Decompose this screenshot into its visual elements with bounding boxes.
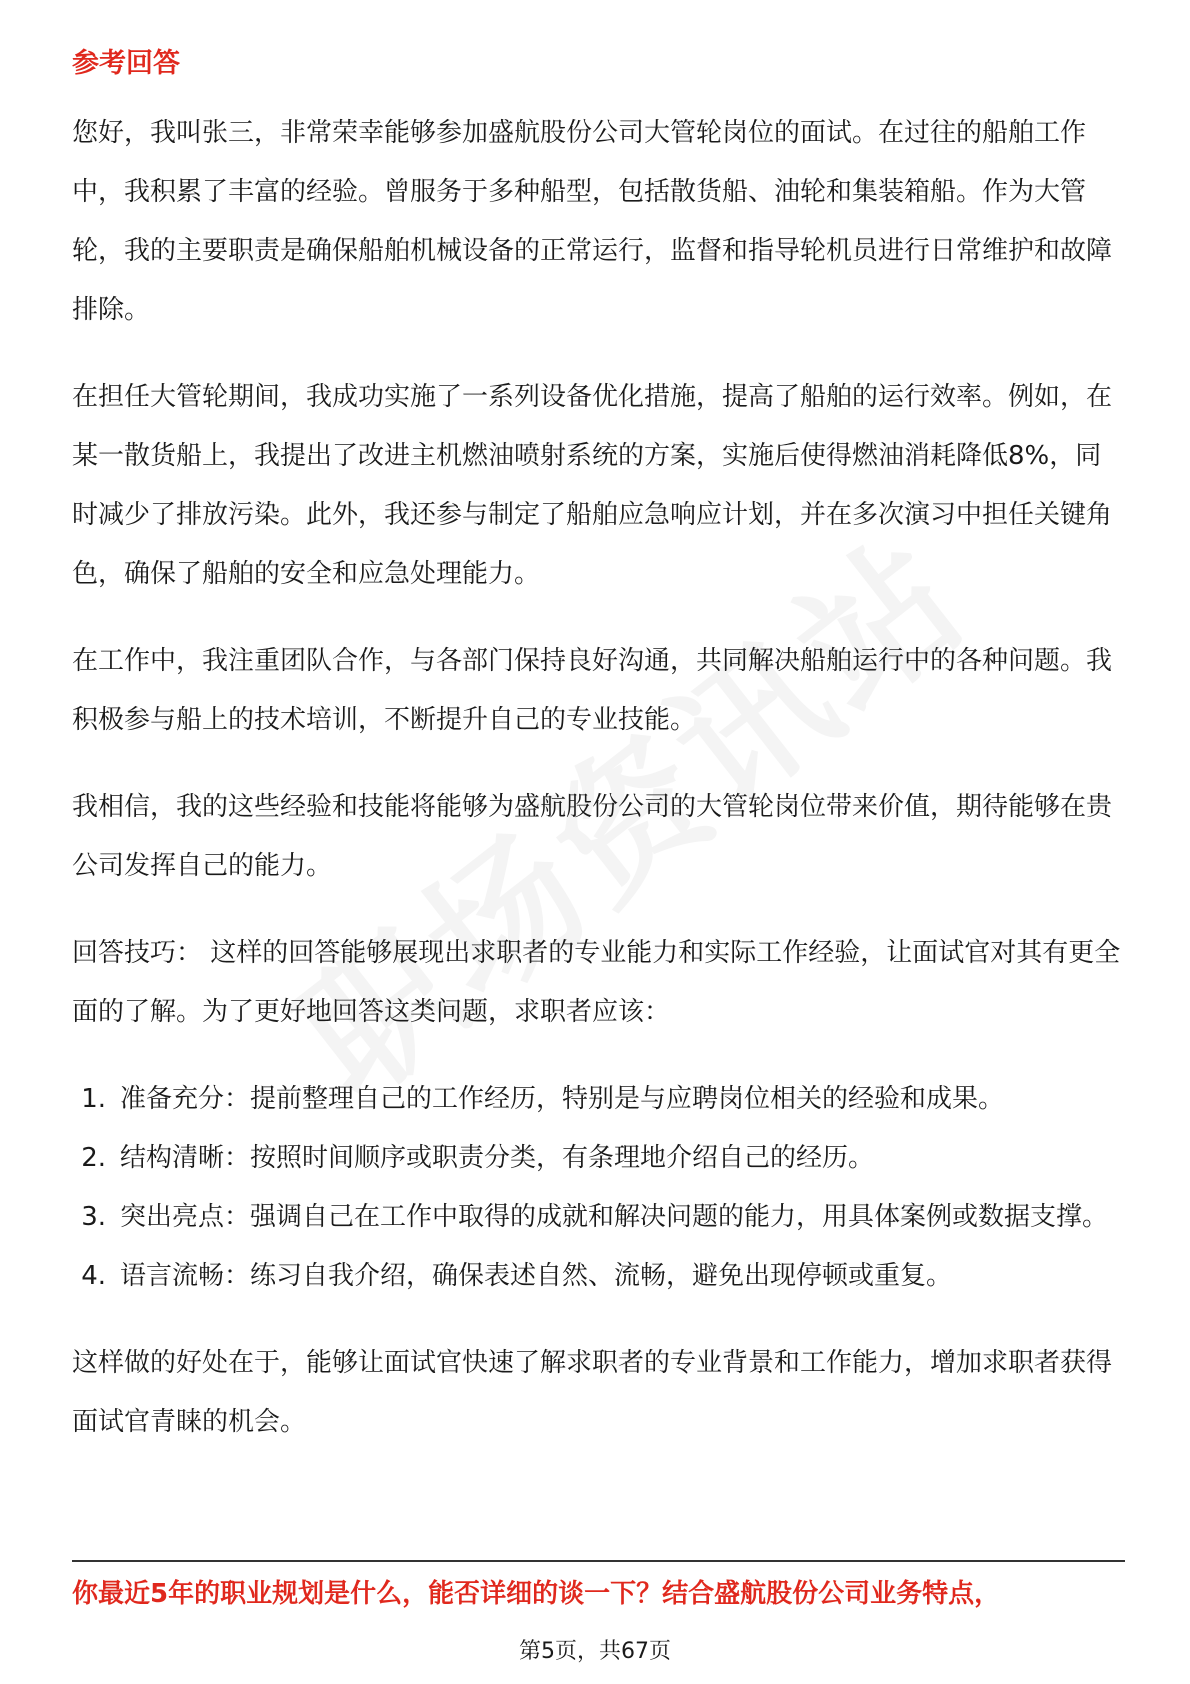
list-item (72, 1070, 1122, 1129)
list-item (72, 1188, 1122, 1247)
list-item-text: 语言流畅：练习自我介绍，确保表述自然、流畅，避免出现停顿或重复。 (120, 1261, 953, 1291)
answer-paragraph-2: 在担任大管轮期间，我成功实施了一系列设备优化措施，提高了船舶的运行效率。例如，在某一散货船上，我提出了改进主机燃油喷射系统的方案，实施后使得燃油消耗降低8%，同时减少了排放污染。此外，我还参与制定了船舶应急响应计划，并在多次演习中担任关键角色，确保了船舶的安全和应急处理能力。 (72, 382, 1113, 589)
answer-paragraph-3: 在工作中，我注重团队合作，与各部门保持良好沟通，共同解决船舶运行中的各种问题。我积极参与船上的技术培训，不断提升自己的专业技能。 (72, 646, 1113, 735)
list-item-number: 1. (81, 1084, 106, 1114)
answer-paragraph-4: 我相信，我的这些经验和技能将能够为盛航股份公司的大管轮岗位带来价值，期待能够在贵公司发挥自己的能力。 (72, 792, 1113, 881)
answer-tips-intro: 回答技巧： 这样的回答能够展现出求职者的专业能力和实际工作经验，让面试官对其有更全面的了解。为了更好地回答这类问题，求职者应该： (72, 938, 1121, 1027)
next-question-heading: 你最近5年的职业规划是什么，能否详细的谈一下？结合盛航股份公司业务特点， (72, 1579, 1001, 1609)
list-item (72, 1129, 1122, 1188)
list-item-text: 结构清晰：按照时间顺序或职责分类，有条理地介绍自己的经历。 (120, 1143, 875, 1173)
tips-list (72, 1070, 1122, 1306)
list-item-text: 准备充分：提前整理自己的工作经历，特别是与应聘岗位相关的经验和成果。 (120, 1084, 1005, 1114)
document-body (72, 44, 1122, 1480)
list-item-number: 2. (81, 1143, 106, 1173)
closing-paragraph: 这样做的好处在于，能够让面试官快速了解求职者的专业背景和工作能力，增加求职者获得面试官青睐的机会。 (72, 1348, 1113, 1437)
page-number: 第5页，共67页 (519, 1639, 671, 1664)
list-item-text: 突出亮点：强调自己在工作中取得的成就和解决问题的能力，用具体案例或数据支撑。 (120, 1202, 1109, 1232)
list-item (72, 1247, 1122, 1306)
section-title: 参考回答 (72, 48, 180, 79)
list-item-number: 4. (81, 1261, 106, 1291)
answer-paragraph-1: 您好，我叫张三，非常荣幸能够参加盛航股份公司大管轮岗位的面试。在过往的船舶工作中，我积累了丰富的经验。曾服务于多种船型，包括散货船、油轮和集装箱船。作为大管轮，我的主要职责是确保船舶机械设备的正常运行，监督和指导轮机员进行日常维护和故障排除。 (72, 118, 1113, 325)
section-divider (72, 1560, 1125, 1562)
list-item-number: 3. (81, 1202, 106, 1232)
